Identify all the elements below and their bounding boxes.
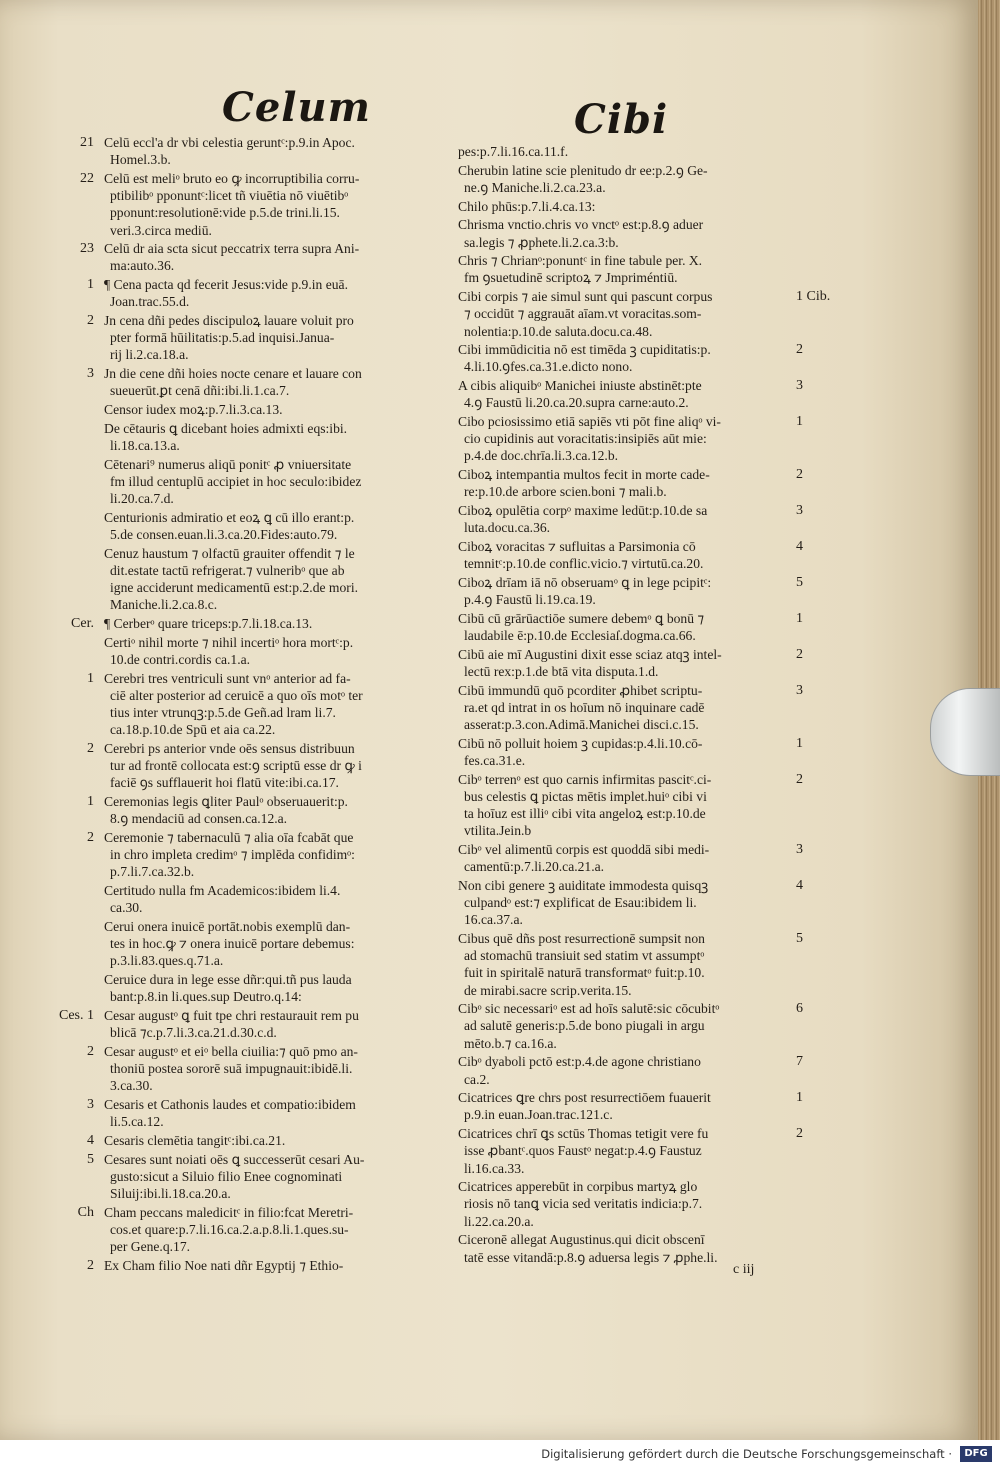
entry-line: Ciboꝝ opulētia corpᵒ maxime ledūt:p.10.de sa	[458, 503, 708, 519]
entry-line: Cibū nō polluit hoiem ꝫ cupidas:p.4.li.10.cō-	[458, 735, 703, 751]
entry-line: lectū rex:p.1.de btā vita disputa.1.d.	[464, 663, 659, 679]
entry-marker: 21	[80, 135, 94, 150]
entry-line: Ceruice dura in lege esse dñr:qui.tñ pus lauda	[104, 972, 352, 988]
index-entry	[458, 341, 803, 375]
entry-marker: 2	[796, 771, 803, 787]
entry-line: tatē esse vitandā:p.8.ꝯ aduersa legis ⁊ ꝓphe.li.	[464, 1249, 718, 1265]
entry-line: Ciboꝝ drīam iā nō obseruamᵒ ꝗ in lege pcipitᶜ:	[458, 574, 712, 590]
entry-line: Ciboꝝ intempantia multos fecit in morte cade-	[458, 467, 710, 483]
entry-line: p.4.ꝯ Faustū li.19.ca.19.	[464, 592, 596, 608]
entry-line: Censor iudex moꝝ:p.7.li.3.ca.13.	[104, 402, 283, 418]
entry-line: asserat:p.3.con.Adimā.Manichei disci.c.15.	[464, 717, 699, 732]
entry-line: fm ꝯsuetudinē scriptoꝝ ⁊ Jmpriméntiū.	[464, 270, 678, 286]
entry-line: Ex Cham filio Noe nati dñr Egyptij ⁊ Ethio-	[104, 1257, 344, 1273]
entry-line: Cibi immūdicitia nō est timēda ꝫ cupiditatis:p.	[458, 342, 711, 358]
entry-line: pter formā hūilitatis:p.5.ad inquisi.Janua-	[110, 330, 335, 346]
index-entry	[458, 877, 803, 929]
entry-line: ta hoīuz est illiᵒ cibi vita angeloꝝ est:p.10.de	[464, 806, 706, 822]
entry-line: li.22.ca.20.a.	[464, 1213, 534, 1229]
index-entry	[87, 1257, 438, 1274]
index-entry	[458, 143, 788, 160]
left-column	[59, 134, 438, 1276]
entry-line: Cicatrices apperebūt in corpibus martyꝝ glo	[458, 1179, 698, 1195]
entry-marker: 2	[87, 740, 94, 756]
entry-marker: 5	[87, 1151, 94, 1167]
entry-marker: 1	[87, 794, 94, 810]
index-entry	[59, 1007, 438, 1041]
entry-marker: 4	[796, 877, 803, 893]
entry-line: Cibᵒ sic necessariᵒ est ad hoīs salutē:sic cōcubitᵒ	[458, 1001, 720, 1017]
footer-credit: Digitalisierung gefördert durch die Deutsche Forschungsgemeinschaft ·	[541, 1447, 952, 1461]
index-entry	[458, 1231, 788, 1265]
entry-line: ca.2.	[464, 1071, 490, 1087]
entry-line: Homel.3.b.	[110, 152, 171, 168]
index-entry	[87, 365, 438, 399]
entry-line: igne acciderunt medicamentū est:p.2.de mori.	[110, 580, 358, 596]
entry-line: Ciceronē allegat Augustinus.qui dicit obscenī	[458, 1232, 705, 1248]
index-entry	[458, 735, 803, 769]
entry-line: fuit in spiritalē naturā transformatᵒ fuit:p.10.	[464, 965, 705, 981]
index-entry	[458, 574, 803, 608]
entry-line: ad salutē generis:p.5.de bono piugali in argu	[464, 1018, 705, 1034]
entry-line: gusto:sicut a Siluio filio Enee cognominati	[110, 1168, 343, 1184]
entry-line: dit.estate tactū refrigerat.⁊ vulneribᵒ que ab	[110, 562, 345, 578]
index-entry	[104, 918, 438, 970]
entry-line: Chilo phūs:p.7.li.4.ca.13:	[458, 198, 596, 214]
entry-line: ad stomachū transiuit sed statim vt assumptᵒ	[464, 948, 705, 964]
entry-marker: 7	[796, 1054, 803, 1070]
entry-line: ptibilibᵒ pponuntᶜ:licet tñ viuētia nō viuētibᵒ	[110, 188, 349, 204]
entry-line: bant:p.8.in li.ques.sup Deutro.q.14:	[110, 989, 302, 1005]
index-entry	[87, 276, 438, 310]
index-entry	[104, 420, 438, 454]
entry-line: Celū dr aia scta sicut peccatrix terra supra Ani-	[104, 241, 360, 257]
entry-marker: 1	[87, 670, 94, 686]
index-entry	[458, 1089, 803, 1123]
index-entry	[458, 771, 803, 840]
index-entry	[104, 634, 438, 668]
index-entry	[458, 610, 803, 644]
entry-line: ma:auto.36.	[110, 258, 175, 274]
entry-line: Certiᵒ nihil morte ⁊ nihil incertiᵒ hora mortᶜ:p.	[104, 634, 354, 650]
entry-line: per Gene.q.17.	[110, 1239, 191, 1255]
entry-marker: Ces. 1	[59, 1007, 94, 1023]
entry-line: ciē alter posterior ad ceruicē a quo oīs motᵒ ter	[110, 687, 363, 703]
entry-line: luta.docu.ca.36.	[464, 520, 551, 536]
entry-line: Chris ⁊ Chrianᵒ:ponuntᶜ in fine tabule per. X.	[458, 253, 703, 269]
entry-marker: 3	[87, 366, 94, 382]
entry-line: li.16.ca.33.	[464, 1160, 525, 1176]
entry-line: Cibᵒ dyaboli pctō est:p.4.de agone christiano	[458, 1054, 701, 1070]
entry-line: nolentia:p.10.de saluta.docu.ca.48.	[464, 323, 653, 339]
entry-marker: 3	[796, 378, 803, 394]
index-entry	[87, 670, 438, 739]
index-entry	[458, 1178, 788, 1230]
entry-marker: 22	[80, 170, 94, 186]
entry-line: vtilita.Jein.b	[464, 823, 532, 839]
index-entry	[458, 502, 803, 536]
entry-marker: 2	[796, 467, 803, 483]
entry-line: Cētenari⁹ numerus aliqū ponitᶜ ꝓ vniuersitate	[104, 456, 352, 472]
entry-line: de mirabi.sacre scrip.verita.15.	[464, 982, 632, 998]
entry-line: Centurionis admiratio et eoꝝ ꝗ cū illo erant:p.	[104, 509, 355, 525]
entry-line: Cibū cū grārūactiōe sumere debemᵒ ꝗ bonū ⁊	[458, 610, 705, 626]
entry-line: Cibū immundū quō pcorditer ꝓhibet scriptu-	[458, 682, 703, 698]
entry-line: Siluij:ibi.li.18.ca.20.a.	[110, 1185, 231, 1201]
entry-line: Cibᵒ terrenᵒ est quo carnis infirmitas pascitᶜ.ci-	[458, 771, 712, 787]
entry-line: De cētauris ꝗ dicebant hoies admixti eqs:ibi.	[104, 420, 348, 436]
entry-line: li.5.ca.12.	[110, 1114, 164, 1130]
entry-marker: 1 Cib.	[796, 289, 831, 305]
entry-marker: 1	[796, 610, 803, 626]
entry-line: Jn cena dñi pedes discipuloꝝ lauare voluit pro	[104, 313, 354, 329]
entry-line: ⁊ occidūt ⁊ aggrauāt aīam.vt voracitas.som-	[464, 306, 702, 322]
entry-line: li.20.ca.7.d.	[110, 491, 174, 507]
entry-line: Cesar augustᵒ ꝗ fuit tpe chri restaurauit rem pu	[104, 1007, 359, 1023]
left-column-heading: Celum	[222, 84, 371, 131]
index-entry	[87, 1043, 438, 1095]
entry-line: ca.30.	[110, 900, 143, 916]
entry-line: Ceremonie ⁊ tabernaculū ⁊ alia oīa fcabāt que	[104, 829, 354, 845]
entry-line: tur ad frontē collocata est:ꝯ scriptū esse dr ꝙ i	[110, 758, 362, 774]
entry-line: Celū eccl'a dr vbi celestia geruntᶜ:p.9.in Apoc.	[104, 135, 355, 150]
right-column-heading: Cibi	[574, 96, 669, 143]
right-column	[458, 143, 831, 1267]
entry-line: ne.ꝯ Maniche.li.2.ca.23.a.	[464, 179, 606, 195]
index-entry	[87, 312, 438, 364]
index-entry	[458, 162, 788, 196]
entry-line: p.4.de doc.chrīa.li.3.ca.12.b.	[464, 448, 619, 464]
entry-line: riosis nō tanꝗ vicia sed veritatis indicia:p.7.	[464, 1196, 703, 1212]
index-entry	[458, 1125, 803, 1177]
entry-line: Cesaris et Cathonis laudes et compatio:ibidem	[104, 1096, 356, 1112]
entry-line: tes in hoc.ꝙ ⁊ onera inuicē portare debemus:	[110, 936, 355, 952]
entry-line: Non cibi genere ꝫ auiditate immodesta quisqꝫ	[458, 877, 709, 893]
entry-line: Cesaris clemētia tangitᶜ:ibi.ca.21.	[104, 1132, 286, 1148]
index-entry	[87, 829, 438, 881]
entry-marker: 1	[87, 277, 94, 293]
index-entry	[87, 740, 438, 792]
entry-line: p.9.in euan.Joan.trac.121.c.	[464, 1107, 613, 1123]
entry-line: Cerebri ps anterior vnde oēs sensus distribuun	[104, 740, 355, 756]
footer-bar	[0, 1440, 1000, 1469]
entry-line: temnitᶜ:p.10.de conflic.vicio.⁊ virtutū.ca.20.	[464, 556, 704, 572]
entry-marker: 3	[87, 1096, 94, 1112]
entry-line: p.3.li.83.ques.q.71.a.	[110, 953, 224, 969]
entry-line: Cesares sunt noiati oēs ꝗ successerūt cesari Au-	[104, 1151, 365, 1167]
index-entry	[458, 1053, 803, 1087]
entry-marker: 6	[796, 1001, 803, 1017]
index-entry	[458, 216, 788, 250]
entry-marker: 3	[796, 682, 803, 698]
index-entry	[87, 1132, 438, 1149]
index-entry	[458, 682, 803, 734]
index-entry	[80, 240, 438, 274]
entry-line: ¶ Cena pacta qd fecerit Jesus:vide p.9.in euā.	[104, 277, 348, 293]
entry-marker: 4	[796, 538, 803, 554]
entry-line: 3.ca.30.	[110, 1078, 153, 1094]
entry-line: mēto.b.⁊ ca.16.a.	[464, 1035, 557, 1051]
entry-line: pes:p.7.li.16.ca.11.f.	[458, 144, 569, 159]
entry-line: in chro impleta credimᵒ ⁊ implēda confidimᵒ:	[110, 847, 355, 863]
entry-marker: 1	[796, 414, 803, 430]
entry-marker: 5	[796, 930, 803, 946]
entry-line: Maniche.li.2.ca.8.c.	[110, 597, 218, 613]
index-entry	[458, 466, 803, 500]
entry-marker: 1	[796, 1090, 803, 1106]
entry-line: Jn die cene dñi hoies nocte cenare et lauare con	[104, 366, 362, 382]
entry-line: bus celestis ꝗ pictas mētis implet.huiᵒ cibi vi	[464, 788, 707, 804]
entry-line: fes.ca.31.e.	[464, 752, 526, 768]
entry-line: Cerebri tres ventriculi sunt vnᵒ anterior ad fa-	[104, 670, 351, 686]
dfg-logo: DFG	[960, 1446, 992, 1462]
entry-line: Certitudo nulla fm Academicos:ibidem li.4.	[104, 883, 341, 899]
index-entry	[104, 509, 438, 543]
entry-line: Celū est meliᵒ bruto eo ꝙ incorruptibilia corru-	[104, 170, 360, 186]
entry-line: sa.legis ⁊ ꝓphete.li.2.ca.3:b.	[464, 234, 619, 250]
entry-line: 4.ꝯ Faustū li.20.ca.20.supra carne:auto.2.	[464, 395, 689, 411]
entry-line: thoniū postea sororē suā impugnauit:ibidē.li.	[110, 1061, 353, 1077]
page-signature: c iij	[733, 1262, 755, 1277]
entry-line: camentū:p.7.li.20.ca.21.a.	[464, 859, 605, 875]
index-entry	[458, 198, 788, 215]
entry-line: ca.18.p.10.de Spū et aia ca.22.	[110, 722, 276, 738]
index-entry	[458, 288, 831, 340]
entry-line: laudabile ē:p.10.de Ecclesiaſ.dogma.ca.66.	[464, 627, 696, 643]
entry-marker: 4	[87, 1132, 94, 1148]
entry-line: tius inter vtrunqꝫ:p.5.de Geñ.ad lram li.7.	[110, 705, 336, 720]
entry-line: blicā ⁊c.p.7.li.3.ca.21.d.30.c.d.	[110, 1025, 277, 1041]
index-entry	[458, 413, 803, 465]
index-entry	[458, 252, 788, 286]
entry-marker: 2	[796, 646, 803, 662]
entry-line: Cibo pciosissimo etiā sapiēs vti pōt fine aliqᵒ vi-	[458, 414, 721, 430]
entry-marker: 2	[87, 1043, 94, 1059]
entry-marker: 2	[796, 342, 803, 358]
entry-line: rij li.2.ca.18.a.	[110, 347, 189, 363]
entry-line: li.18.ca.13.a.	[110, 437, 180, 453]
entry-line: ¶ Cerberᵒ quare triceps:p.7.li.18.ca.13.	[104, 615, 313, 631]
index-entry	[77, 1204, 438, 1256]
entry-line: Cicatrices chrī ꝗs sctūs Thomas tetigit vere fu	[458, 1126, 709, 1142]
entry-marker: 5	[796, 574, 803, 590]
entry-line: Cibᵒ vel alimentū corpis est quoddā sibi medi-	[458, 841, 710, 857]
entry-line: Cicatrices ꝗre chrs post resurrectiōem fuauerit	[458, 1090, 711, 1106]
entry-line: faciē ꝯs sufflauerit hoi flatū vite:ibi.ca.17.	[110, 775, 339, 791]
entry-line: A cibis aliquibᵒ Manichei iniuste abstinēt:pte	[458, 378, 702, 394]
index-entry	[71, 615, 438, 632]
index-entry	[104, 545, 438, 614]
entry-line: isse ꝓbantᶜ.quos Faustᵒ negat:p.4.ꝯ Faustuz	[464, 1143, 702, 1159]
index-entry	[87, 1151, 438, 1203]
index-entry	[458, 841, 803, 875]
entry-marker: 2	[87, 829, 94, 845]
entry-line: Cherubin latine scie plenitudo dr ee:p.2.ꝯ Ge-	[458, 162, 708, 178]
index-entry	[87, 793, 438, 827]
index-entry	[104, 971, 438, 1005]
entry-marker: 2	[796, 1126, 803, 1142]
entry-line: Cerui onera inuicē portāt.nobis exemplū dan-	[104, 918, 351, 934]
index-entry	[458, 538, 803, 572]
entry-line: Joan.trac.55.d.	[110, 294, 190, 310]
index-entry	[458, 377, 803, 411]
entry-line: Cenuz haustum ⁊ olfactū grauiter offendit ⁊ le	[104, 545, 355, 561]
entry-line: Cibus quē dñs post resurrectionē sumpsit non	[458, 930, 705, 946]
entry-line: ra.et qd intrat in os hoīum nō inquinare cadē	[464, 699, 705, 715]
entry-line: p.7.li.7.ca.32.b.	[110, 864, 195, 880]
index-entry	[458, 930, 803, 999]
index-entry	[104, 882, 438, 916]
entry-marker: 1	[796, 735, 803, 751]
entry-line: Cibū aie mī Augustini dixit esse sciaz atqꝫ intel-	[458, 646, 722, 662]
entry-line: Cham peccans maledicitᶜ in filio:fcat Meretri-	[104, 1204, 354, 1220]
index-entry	[80, 134, 438, 168]
entry-line: 4.li.10.ꝯfes.ca.31.e.dicto nono.	[464, 359, 633, 375]
entry-line: Cibi corpis ⁊ aie simul sunt qui pascunt corpus	[458, 289, 713, 305]
entry-marker: 3	[796, 503, 803, 519]
entry-line: veri.3.circa mediū.	[110, 222, 212, 238]
entry-line: 10.de contri.cordis ca.1.a.	[110, 651, 251, 667]
entry-line: pponunt:resolutionē:vide p.5.de trini.li.15.	[110, 205, 340, 221]
entry-line: cio cupidinis aut voracitatis:insipiēs aūt mie:	[464, 431, 707, 447]
entry-line: 8.ꝯ mendaciū ad consen.ca.12.a.	[110, 811, 288, 827]
entry-line: culpandᵒ est:⁊ explificat de Esau:ibidem li.	[464, 895, 697, 911]
entry-line: Ceremonias legis ꝗliter Paulᵒ obseruauerit:p.	[104, 794, 348, 810]
index-entry	[80, 170, 438, 239]
entry-marker: 3	[796, 841, 803, 857]
entry-marker: Cer.	[71, 615, 94, 631]
entry-line: fm illud centuplū accipiet in hoc seculo:ibidez	[110, 473, 362, 489]
page-clip	[930, 688, 1000, 776]
index-entry	[104, 401, 438, 418]
entry-line: Ciboꝝ voracitas ⁊ sufluitas a Parsimonia cō	[458, 538, 696, 554]
entry-line: Chrisma vnctio.chris vo vnctᵒ est:p.8.ꝯ aduer	[458, 217, 704, 233]
entry-marker: 23	[80, 241, 94, 257]
entry-line: cos.et quare:p.7.li.16.ca.2.a.p.8.li.1.ques.su-	[110, 1221, 349, 1237]
entry-line: sueuerūt.ꝑt cenā dñi:ibi.li.1.ca.7.	[110, 383, 290, 399]
entry-line: Cesar augustᵒ et eiᵒ bella ciuilia:⁊ quō pmo an-	[104, 1043, 358, 1059]
entry-marker: 2	[87, 1257, 94, 1273]
index-entry	[87, 1096, 438, 1130]
entry-line: 16.ca.37.a.	[464, 912, 523, 928]
index-entry	[104, 456, 438, 508]
entry-marker: Ch	[77, 1204, 94, 1220]
entry-marker: 2	[87, 313, 94, 329]
entry-line: 5.de consen.euan.li.3.ca.20.Fides:auto.79.	[110, 526, 338, 542]
entry-line: re:p.10.de arbore scien.boni ⁊ mali.b.	[464, 484, 667, 500]
index-entry	[458, 646, 803, 680]
index-entry	[458, 1000, 803, 1052]
